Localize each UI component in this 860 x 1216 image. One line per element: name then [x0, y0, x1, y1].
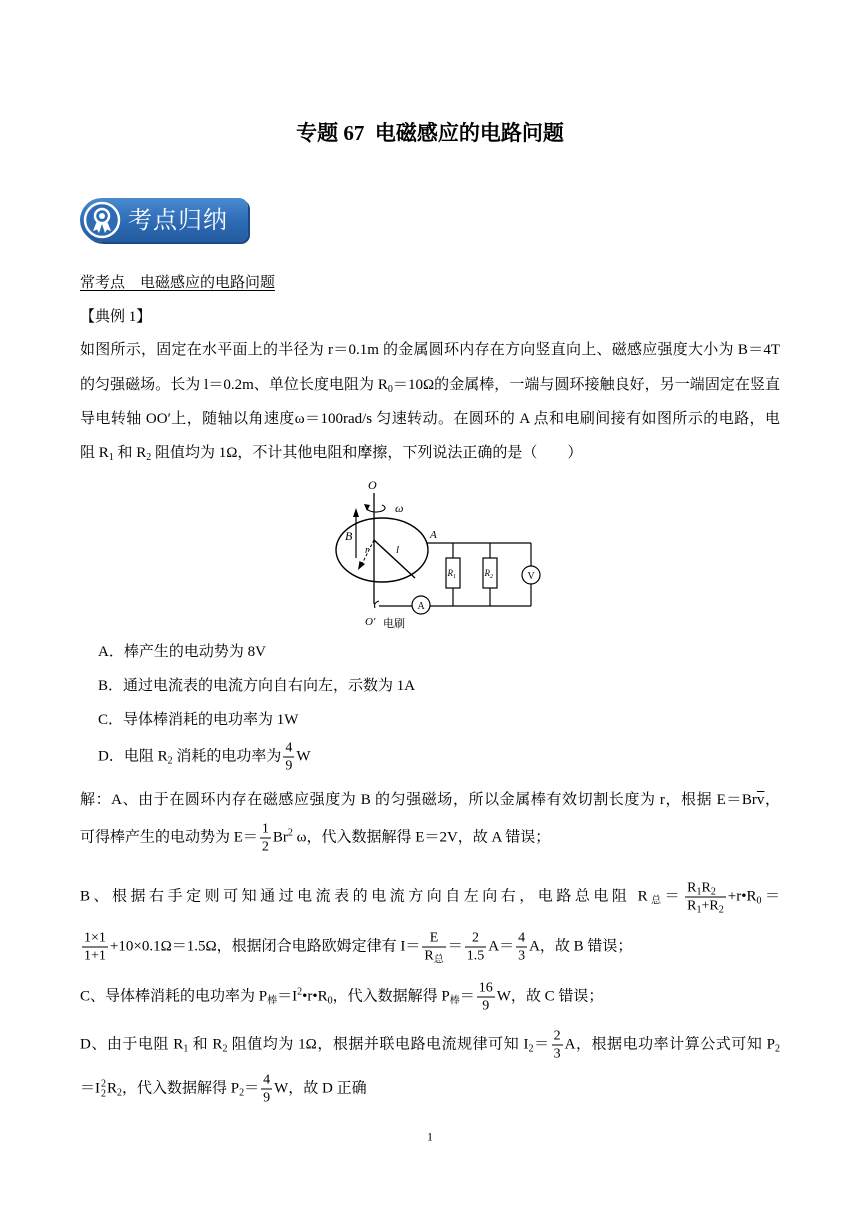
- text-run: 和 R: [113, 445, 147, 461]
- fraction-denominator: 1.5: [466, 948, 485, 964]
- voltmeter-label: V: [527, 571, 535, 582]
- fraction-denominator: 9: [263, 1090, 271, 1106]
- text-run: +r•R: [727, 888, 757, 905]
- fraction-numerator: 2: [553, 1028, 561, 1044]
- ammeter-label: A: [417, 601, 425, 612]
- text-run: 解：A、由于在圆环内存在磁感应强度为 B 的匀强磁场，所以金属棒有效切割长度为 r，根据 E＝Br: [80, 792, 757, 808]
- fraction-denominator: 2: [261, 839, 269, 855]
- option-b: [98, 675, 780, 697]
- fraction: [261, 1073, 272, 1106]
- section-badge: [80, 198, 248, 242]
- fraction-denominator: 9: [285, 758, 293, 774]
- field-arrowhead: [353, 508, 359, 517]
- badge-label: 考点归纳: [128, 206, 228, 234]
- text-run: B．通过电流表的电流方向自右向左，示数为 1A: [98, 678, 416, 694]
- text-run: ＝: [244, 1080, 260, 1097]
- text-run: +10×0.1Ω＝1.5Ω，根据闭合电路欧姆定律有 I＝: [109, 938, 421, 955]
- text-run: 消耗的电功率为: [172, 748, 282, 765]
- text-run: ，代入数据解得 P: [332, 988, 450, 1005]
- fraction-denominator: 9: [482, 998, 490, 1014]
- text-run: B、根据右手定则可知通过电流表的电流方向自左向右，电路总电阻 R: [80, 888, 648, 905]
- fraction-denominator: [422, 948, 445, 964]
- fraction-numerator: 16: [478, 980, 493, 996]
- brush: [375, 601, 380, 608]
- solution-line: [80, 881, 780, 914]
- brush-label: 电刷: [383, 618, 405, 630]
- axis-top-label: O: [368, 478, 377, 492]
- subscript: 2: [167, 755, 173, 767]
- fraction-numerator: 1: [261, 821, 269, 837]
- subscript: 0: [327, 995, 333, 1007]
- fraction: [82, 931, 108, 964]
- fraction-denominator: 3: [553, 1046, 561, 1062]
- solution-line: [80, 1029, 780, 1062]
- text-run: C．导体棒消耗的电功率为 1W: [98, 712, 299, 728]
- point-a-label: A: [430, 529, 437, 541]
- solution-line: [80, 981, 780, 1014]
- text-run: 导电转轴 OO′上，随轴以角速度ω＝100rad/s 匀速转动。在圆环的 A 点和电刷间接有如图所示的电路，电: [80, 411, 780, 427]
- metal-rod: [374, 540, 415, 578]
- text-run: ω，代入数据解得 E＝2V，故 A 错误；: [292, 829, 551, 846]
- metal-ring: [336, 518, 428, 582]
- solution-line: [80, 789, 780, 811]
- subscript: 总: [647, 895, 665, 907]
- text-run: 阻 R: [80, 445, 109, 461]
- text-run: ＝10Ω的金属棒，一端与圆环接触良好，另一端固定在竖直: [392, 377, 780, 393]
- fraction: [477, 981, 495, 1014]
- fraction-numerator: 2: [465, 931, 487, 948]
- award-ribbon-icon: [83, 201, 121, 239]
- solution-line: [80, 931, 780, 964]
- subscript: 1: [183, 1043, 189, 1055]
- text-run: 和 R: [188, 1036, 223, 1053]
- subscript: 2: [101, 1088, 106, 1099]
- option-a: [98, 641, 780, 663]
- subscript: 0: [387, 384, 393, 395]
- text-run: ＝: [533, 1036, 550, 1053]
- field-label: B: [345, 529, 353, 543]
- question-line: [80, 442, 780, 464]
- resistor-1-subscript: 1: [453, 574, 456, 580]
- fraction: [422, 931, 445, 964]
- text-run: •r•R: [302, 988, 328, 1005]
- fraction: [516, 931, 527, 964]
- example-label: 【典例 1】: [80, 309, 152, 325]
- text-run: R: [687, 898, 697, 914]
- subscript: 2: [528, 1043, 534, 1055]
- fraction: [685, 881, 726, 914]
- text-run: D、由于电阻 R: [80, 1036, 184, 1053]
- text-run: ，: [764, 792, 780, 808]
- subscript: 2: [117, 1087, 123, 1099]
- text-run: W: [296, 748, 311, 765]
- text-run: 阻值均为 1Ω，不计其他电阻和摩擦，下列说法正确的是（ ）: [151, 445, 583, 461]
- resistor-1-letter: R: [447, 568, 453, 578]
- page-number: 1: [427, 1129, 433, 1144]
- fraction-numerator: 4: [518, 930, 526, 946]
- radius-arrowhead: [358, 561, 365, 570]
- subscript: 2: [146, 452, 152, 463]
- overlined-symbol: $\overline{v}$: [756, 792, 765, 808]
- fraction: [552, 1029, 563, 1062]
- superscript: 2: [297, 986, 303, 998]
- text-run: R: [424, 948, 434, 964]
- rod-label: l: [396, 544, 400, 556]
- text-run: ＝: [459, 988, 475, 1005]
- text-run: W，故 D 正确: [274, 1080, 367, 1097]
- subscript: 棒: [267, 995, 278, 1007]
- subscript: 1: [108, 452, 114, 463]
- superscript: 2: [287, 827, 293, 839]
- fraction-numerator: 1×1: [84, 930, 106, 946]
- fraction-numerator: E: [422, 931, 445, 948]
- fraction: [260, 822, 271, 855]
- solution-line: [80, 1073, 780, 1106]
- text-run: A，根据电功率计算公式可知 P: [564, 1036, 775, 1053]
- fraction-denominator: 1+1: [84, 948, 106, 964]
- section-heading: 常考点 电磁感应的电路问题: [80, 275, 276, 291]
- question-line: [80, 408, 780, 430]
- subscript: 2: [222, 1043, 228, 1055]
- text-run: R: [687, 880, 697, 896]
- resistor-2-letter: R: [484, 568, 490, 578]
- text-run: D．电阻 R: [98, 748, 168, 765]
- text-run: ＝I: [80, 1080, 100, 1097]
- fraction: [283, 741, 294, 774]
- angular-velocity-label: ω: [395, 501, 404, 515]
- text-run: Br: [272, 829, 288, 846]
- text-run: A．棒产生的电动势为 8V: [98, 644, 266, 660]
- text-run: A＝: [488, 938, 515, 955]
- fraction-numerator: 4: [263, 1072, 271, 1088]
- circuit-diagram: [335, 478, 547, 634]
- superscript: 2: [101, 1078, 106, 1089]
- subscript: 总: [433, 954, 444, 966]
- text-run: ＝: [447, 938, 463, 955]
- solution-line: [80, 822, 780, 855]
- subscript: 棒: [449, 995, 460, 1007]
- question-line: [80, 339, 780, 361]
- subscript: 2: [718, 904, 724, 916]
- resistor-2-subscript: 2: [490, 574, 493, 580]
- fraction-numerator: 4: [285, 740, 293, 756]
- subscript: 2: [775, 1043, 780, 1055]
- fraction: [465, 931, 487, 964]
- axis-bottom-label: O′: [365, 616, 376, 628]
- text-run: 可得棒产生的电动势为 E＝: [80, 829, 258, 846]
- rotation-arrow: [367, 505, 385, 512]
- text-run: 如图所示，固定在水平面上的半径为 r＝0.1m 的金属圆环内存在方向竖直向上、磁感应强度大小为 B＝4T: [80, 342, 780, 358]
- subscript: 1: [696, 904, 702, 916]
- option-c: [98, 709, 780, 731]
- text-run: W，故 C 错误；: [496, 988, 604, 1005]
- fraction-denominator: 3: [518, 948, 526, 964]
- text-run: ＝: [761, 888, 780, 905]
- subscript: 2: [710, 886, 716, 898]
- text-run: 的匀强磁场。长为 l＝0.2m、单位长度电阻为 R: [80, 377, 388, 393]
- text-run: ＝I: [277, 988, 298, 1005]
- fraction-denominator: [685, 898, 726, 914]
- question-line: [80, 374, 780, 396]
- radius-label: r: [365, 545, 369, 556]
- text-run: C、导体棒消耗的电功率为 P: [80, 988, 268, 1005]
- text-run: +R: [701, 898, 719, 914]
- rotation-arrowhead: [364, 504, 370, 511]
- sup-sub-stack: [101, 1079, 106, 1099]
- text-run: R: [107, 1080, 118, 1097]
- text-run: 阻值均为 1Ω，根据并联电路电流规律可知 I: [227, 1036, 529, 1053]
- subscript: 1: [696, 886, 702, 898]
- text-run: A，故 B 错误；: [529, 938, 633, 955]
- option-d: [98, 741, 780, 774]
- subscript: 2: [239, 1087, 245, 1099]
- text-run: ，代入数据解得 P: [122, 1080, 240, 1097]
- text-run: ＝: [664, 888, 684, 905]
- subscript: 0: [756, 895, 762, 907]
- page-title: 专题 67 电磁感应的电路问题: [296, 121, 564, 145]
- fraction-numerator: [685, 881, 726, 898]
- text-run: R: [701, 880, 711, 896]
